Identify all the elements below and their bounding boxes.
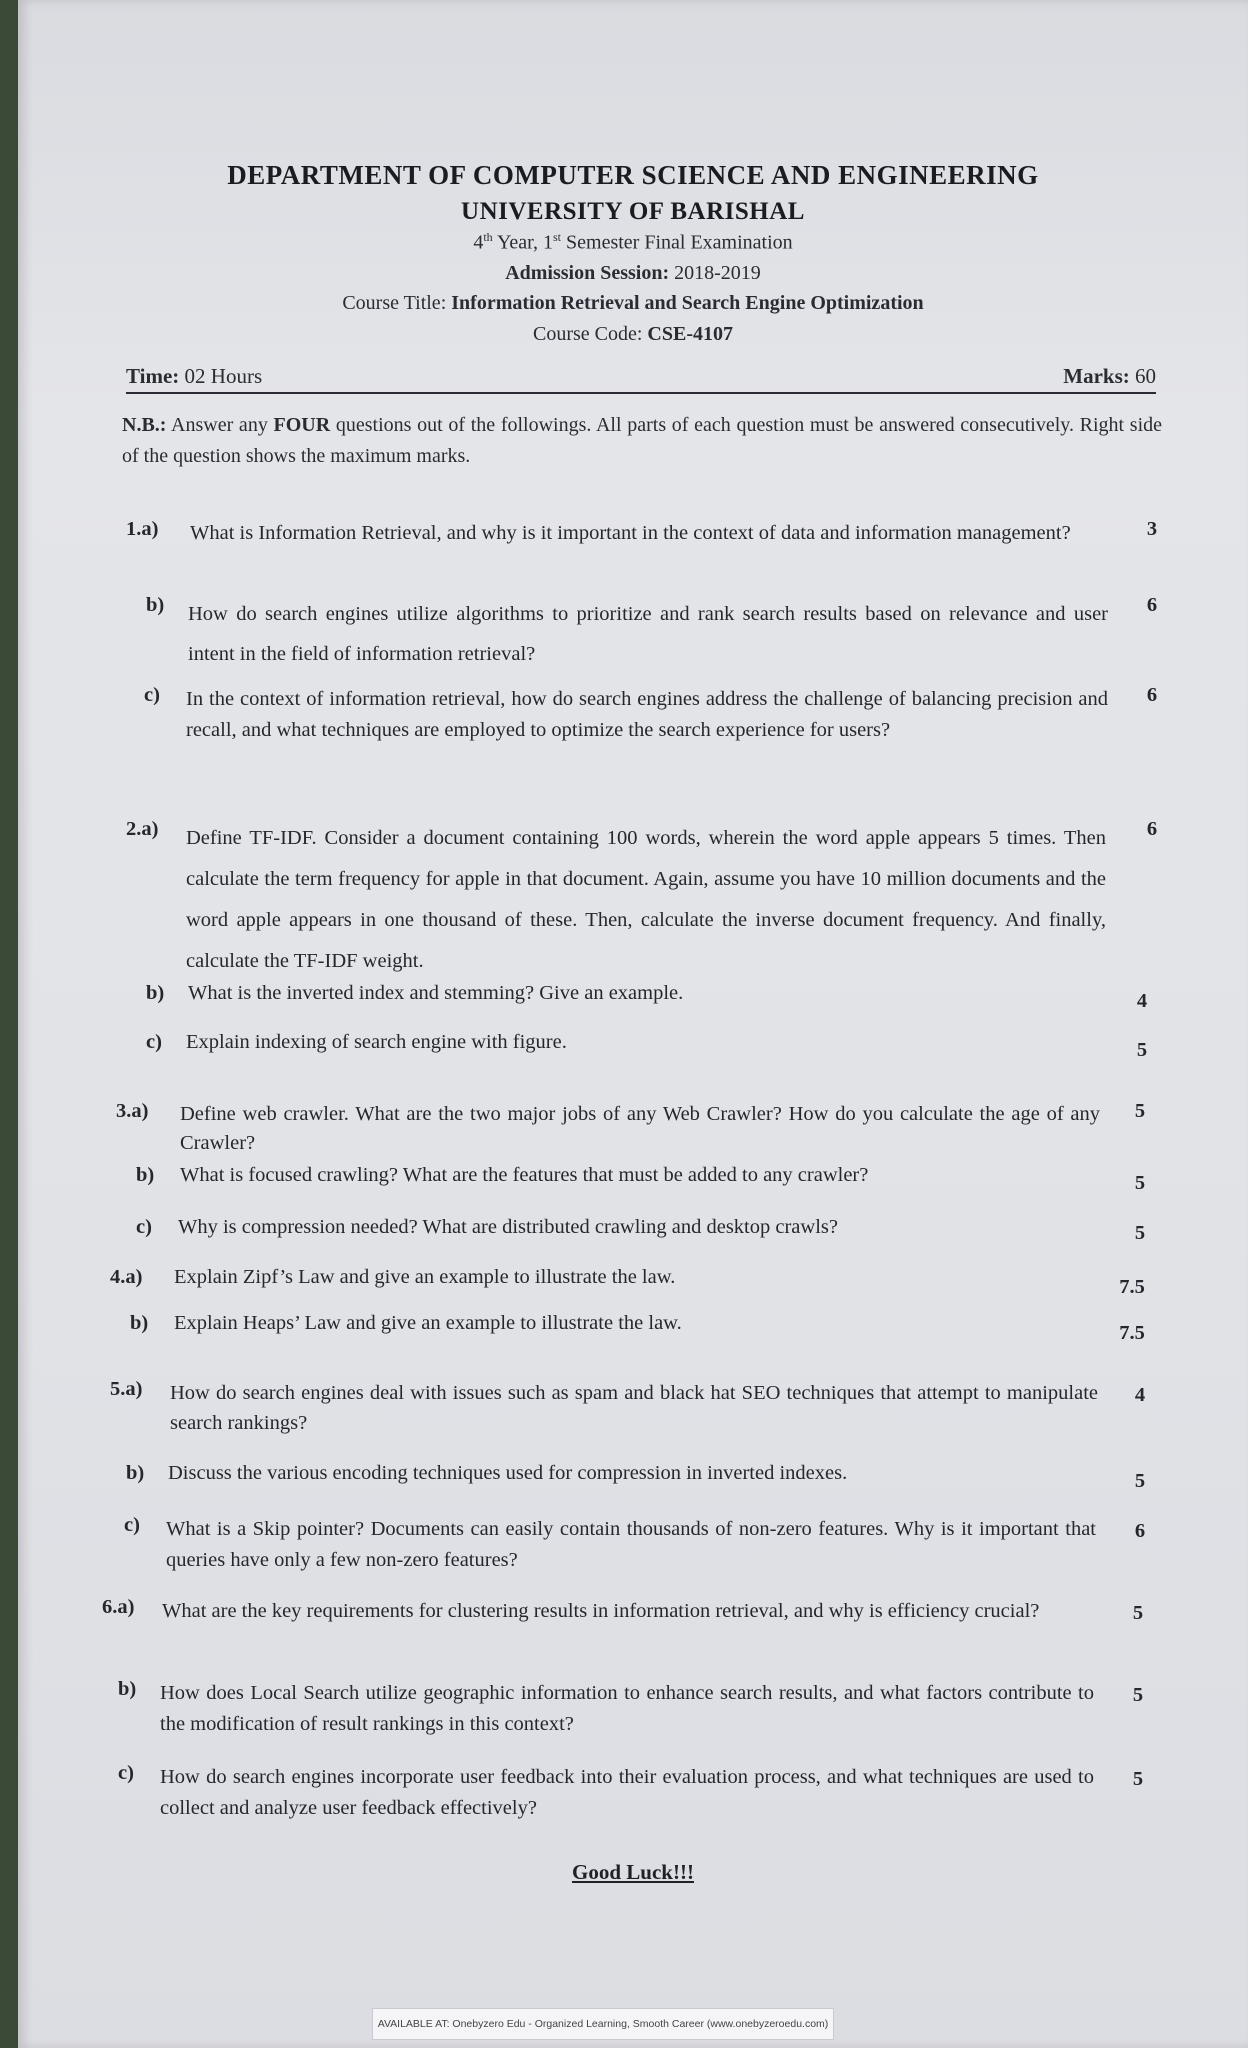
time-info: Time: 02 Hours: [126, 364, 263, 388]
time-marks-bar: [126, 364, 1156, 394]
good-luck-text: Good Luck!!!: [572, 1860, 694, 1884]
marks-info: Marks: 60: [1063, 364, 1156, 388]
exam-paper: DEPARTMENT OF COMPUTER SCIENCE AND ENGINEERING UNIVERSITY OF BARISHAL 4th Year, 1st Semester Final Examination Admission Session: 2018-2019 Course Title: Information Retrieval and Search Engine Optimization Course Code: CSE-4107 Time: 02 Hours Marks: 60 N.B.: Answer any FOUR questions out of the followings. All parts of each question must be answered consecutively. Right side of the question shows the maximum marks. 1.a) What is Information Retrieval, and why is it important in the context of data and information management? 3 b) How do search engines utilize algorithms to prioritize and rank search results based on relevance and user intent in the field of information retrieval? 6 c) In the context of information retrieval, how do search engines address the challenge of balancing precision and recall, and what techniques are employed to optimize the search experience for users? 6 2.a) Define TF-IDF. Consider a document containing 100 words, wherein the word apple appears 5 times. Then calculate the term frequency for apple in that document. Again, assume you have 10 million documents and the word apple appears in one thousand of these. Then, calculate the inverse document frequency. And finally, calculate the TF-IDF weight. 6 b) What is the inverted index and stemming? Give an example. 4 c) Explain indexing of search engine with figure. 5 3.a) Define web crawler. What are the two major jobs of any Web Crawler? How do you calculate the age of any Crawler? 5 b) What is focused crawling? What are the features that must be added to any crawler? 5 c) Why is compression needed? What are distributed crawling and desktop crawls? 5 4.a) Explain Zipf’s Law and give an example to illustrate the law. 7.5 b) Explain Heaps’ Law and give an example to illustrate the law. 7.5 5.a) How do search engines deal with issues such as spam and black hat SEO techniques that attempt to manipulate search rankings? 4 b) Discuss the various encoding techniques used for compression in inverted indexes. 5 c) What is a Skip pointer? Documents can easily contain thousands of non-zero features. Why is it important that queries have only a few non-zero features? 6 6.a) What are the key requirements for clustering results in information retrieval, and why is efficiency crucial? 5 b) How does Local Search utilize geographic information to enhance search results, and what factors contribute to the modification of result rankings in this context? 5 c) How do search engines incorporate user feedback into their evaluation process, and what techniques are used to collect and analyze user feedback effectively? 5 Good Luck!!!: [18, 0, 1248, 2048]
exam-year-line: 4th Year, 1st Semester Final Examination: [473, 230, 793, 254]
watermark-banner: AVAILABLE AT: Onebyzero Edu - Organized Learning, Smooth Career (www.onebyzeroedu.com): [372, 2008, 834, 2040]
course-title: Course Title: Information Retrieval and Search Engine Optimization: [342, 292, 924, 314]
department-title: DEPARTMENT OF COMPUTER SCIENCE AND ENGINEERING: [227, 160, 1039, 190]
course-code: Course Code: CSE-4107: [532, 323, 733, 345]
instructions: N.B.: Answer any FOUR questions out of the followings. All parts of each question must be answered consecutively. Right side of the question shows the maximum marks.: [122, 414, 1163, 467]
university-title: UNIVERSITY OF BARISHAL: [461, 198, 805, 225]
admission-session: Admission Session: 2018-2019: [505, 262, 761, 284]
